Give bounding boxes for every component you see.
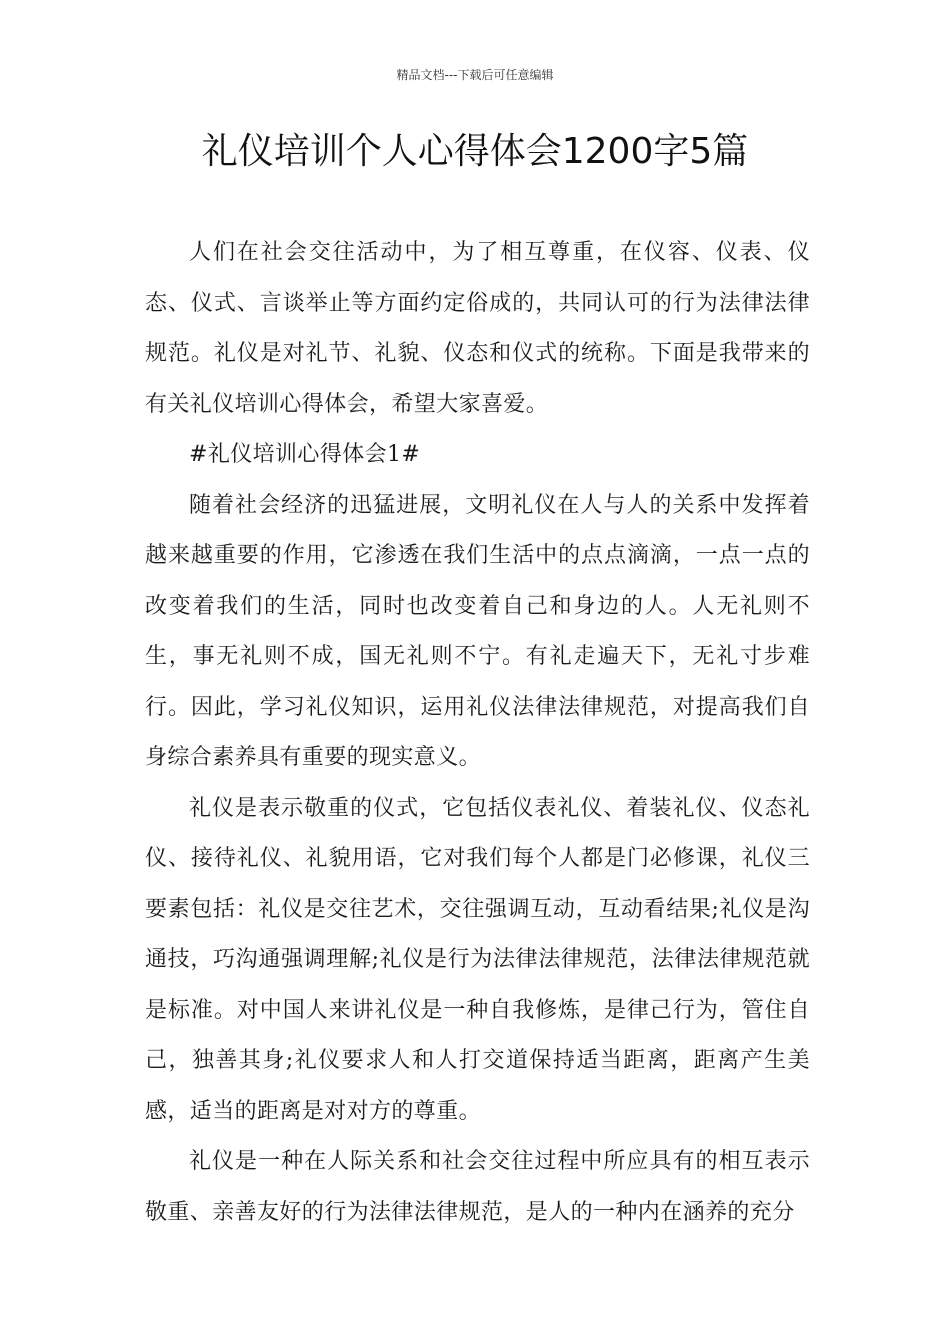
document-title: 礼仪培训个人心得体会1200字5篇 bbox=[201, 131, 749, 172]
header-note: 精品文档---下载后可任意编辑 bbox=[396, 68, 554, 82]
paragraph-intro: 人们在社会交往活动中，为了相互尊重，在仪容、仪表、仪态、仪式、言谈举止等方面约定俗成的，共同认可的行为法律法律规范。礼仪是对礼节、礼貌、仪态和仪式的统称。下面是我带来的有关礼仪培训心得体会，希望大家喜爱。 bbox=[145, 240, 810, 417]
paragraph: 礼仪是表示敬重的仪式，它包括仪表礼仪、着装礼仪、仪态礼仪、接待礼仪、礼貌用语，它对我们每个人都是门必修课，礼仪三要素包括：礼仪是交往艺术，交往强调互动，互动看结果;礼仪是沟通技，巧沟通强调理解;礼仪是行为法律法律规范，法律法律规范就是标准。对中国人来讲礼仪是一种自我修炼，是律己行为，管住自己，独善其身;礼仪要求人和人打交道保持适当距离，距离产生美感，适当的距离是对对方的尊重。 bbox=[145, 795, 810, 1124]
document-body bbox=[145, 228, 810, 1238]
paragraph: 礼仪是一种在人际关系和社会交往过程中所应具有的相互表示敬重、亲善友好的行为法律法律规范，是人的一种内在涵养的充分 bbox=[145, 1149, 810, 1225]
section-heading-1: #礼仪培训心得体会1# bbox=[189, 442, 421, 467]
paragraph: 随着社会经济的迅猛进展，文明礼仪在人与人的关系中发挥着越来越重要的作用，它渗透在我们生活中的点点滴滴，一点一点的改变着我们的生活，同时也改变着自己和身边的人。人无礼则不生，事无礼则不成，国无礼则不宁。有礼走遍天下，无礼寸步难行。因此，学习礼仪知识，运用礼仪法律法律规范，对提高我们自身综合素养具有重要的现实意义。 bbox=[145, 492, 810, 770]
